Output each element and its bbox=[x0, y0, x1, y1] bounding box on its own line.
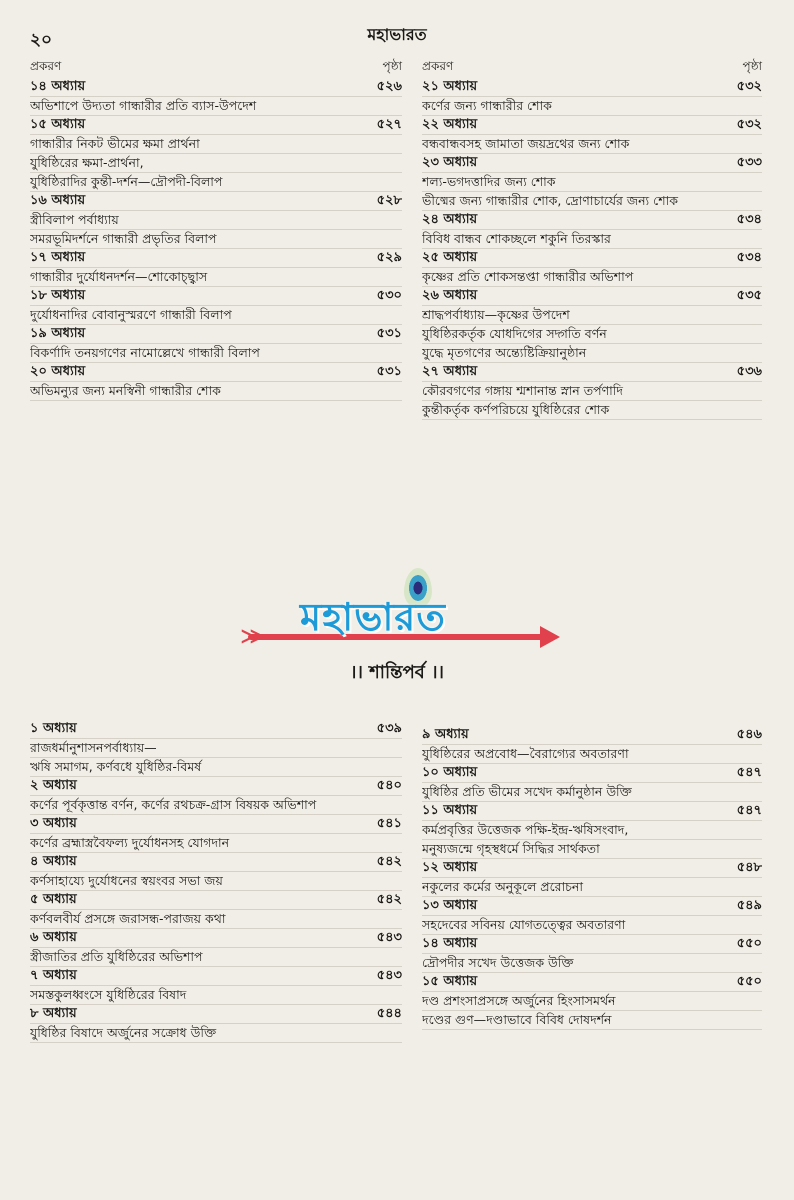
chapter-label: ১৭ অধ্যায় bbox=[30, 250, 86, 265]
chapter-row bbox=[422, 116, 762, 135]
chapter-label: ২ অধ্যায় bbox=[30, 778, 77, 793]
chapter-row bbox=[30, 78, 402, 97]
toc-top-right bbox=[422, 54, 762, 420]
chapter-label: ২৭ অধ্যায় bbox=[422, 364, 478, 379]
chapter-description: বিবিধ বান্ধব শোকচ্ছলে শকুনি তিরস্কার bbox=[422, 230, 762, 249]
chapter-description: সমস্তকুলধ্বংসে যুধিষ্ঠিরের বিষাদ bbox=[30, 986, 402, 1005]
chapter-label: ১৪ অধ্যায় bbox=[422, 936, 478, 951]
chapter-description: বিকর্ণাদি তনয়গণের নামোল্লেখে গান্ধারী বিলাপ bbox=[30, 344, 402, 363]
toc-entry bbox=[422, 764, 762, 802]
toc-entry bbox=[422, 249, 762, 287]
toc-bottom-left bbox=[30, 720, 402, 1043]
chapter-row bbox=[30, 815, 402, 834]
chapter-description: কুন্তীকর্তৃক কর্ণপরিচয়ে যুধিষ্ঠিরের শোক bbox=[422, 401, 762, 420]
chapter-description: কর্ণের পূর্বকৃত্তান্ত বর্ণন, কর্ণের রথচক্র-গ্রাস বিষয়ক অভিশাপ bbox=[30, 796, 402, 815]
chapter-description: কর্ণের জন্য গান্ধারীর শোক bbox=[422, 97, 762, 116]
chapter-description: কৌরবগণের গঙ্গায় শ্মশানান্ত স্নান তর্পণাদি bbox=[422, 382, 762, 401]
chapter-description: দ্রৌপদীর সখেদ উত্তেজক উক্তি bbox=[422, 954, 762, 973]
page-ref: ৫৩৫ bbox=[736, 288, 762, 303]
page-ref: ৫৪৯ bbox=[736, 898, 762, 913]
column-header bbox=[422, 54, 762, 78]
chapter-label: ২১ অধ্যায় bbox=[422, 79, 478, 94]
chapter-label: ১৮ অধ্যায় bbox=[30, 288, 86, 303]
chapter-description: যুধিষ্ঠিরের অপ্রবোধ—বৈরাগ্যের অবতারণা bbox=[422, 745, 762, 764]
page-ref: ৫৩২ bbox=[736, 117, 762, 132]
chapter-row bbox=[30, 853, 402, 872]
chapter-row bbox=[30, 929, 402, 948]
chapter-description: ঋষি সমাগম, কর্ণবধে যুধিষ্ঠির-বিমর্ষ bbox=[30, 758, 402, 777]
chapter-label: ১০ অধ্যায় bbox=[422, 765, 478, 780]
page-ref: ৫৪১ bbox=[376, 816, 402, 831]
chapter-row bbox=[30, 967, 402, 986]
chapter-description: অভিশাপে উদ্যতা গান্ধারীর প্রতি ব্যাস-উপদেশ bbox=[30, 97, 402, 116]
toc-entry bbox=[422, 802, 762, 859]
toc-bottom-right bbox=[422, 720, 762, 1030]
toc-entry bbox=[422, 154, 762, 211]
page-ref: ৫৪২ bbox=[376, 892, 402, 907]
chapter-description: যুদ্ধে মৃতগণের অন্ত্যেষ্টিক্রিয়ানুষ্ঠান bbox=[422, 344, 762, 363]
chapter-description: স্ত্রীবিলাপ পর্বাধ্যায় bbox=[30, 211, 402, 230]
page-number: ২০ bbox=[30, 30, 53, 50]
chapter-row bbox=[422, 287, 762, 306]
chapter-row bbox=[422, 973, 762, 992]
section-heading: প্রকরণ bbox=[422, 59, 454, 73]
toc-entry bbox=[30, 363, 402, 401]
chapter-label: ১৩ অধ্যায় bbox=[422, 898, 478, 913]
chapter-label: ১২ অধ্যায় bbox=[422, 860, 478, 875]
chapter-description: কর্ণসাহায্যে দুর্যোধনের স্বয়ংবর সভা জয় bbox=[30, 872, 402, 891]
chapter-description: দণ্ডের গুণ—দণ্ডাভাবে বিবিধ দোষদর্শন bbox=[422, 1011, 762, 1030]
toc-entry bbox=[30, 325, 402, 363]
chapter-description: শ্রাদ্ধপর্বাধ্যায়—কৃষ্ণের উপদেশ bbox=[422, 306, 762, 325]
arrowhead-icon bbox=[540, 626, 560, 648]
chapter-description: যুধিষ্ঠির বিষাদে অর্জুনের সক্রোধ উক্তি bbox=[30, 1024, 402, 1043]
page-ref: ৫২৬ bbox=[376, 79, 402, 94]
toc-entry bbox=[30, 815, 402, 853]
toc-entry bbox=[30, 287, 402, 325]
chapter-row bbox=[30, 363, 402, 382]
chapter-row bbox=[422, 78, 762, 97]
page-ref: ৫৪৮ bbox=[736, 860, 762, 875]
page-ref: ৫৪০ bbox=[376, 778, 402, 793]
toc-entry bbox=[30, 777, 402, 815]
chapter-label: ৫ অধ্যায় bbox=[30, 892, 77, 907]
chapter-description: শল্য-ভগদত্তাদির জন্য শোক bbox=[422, 173, 762, 192]
chapter-label: ৪ অধ্যায় bbox=[30, 854, 77, 869]
chapter-description: বন্ধবান্ধবসহ জামাতা জয়দ্রথের জন্য শোক bbox=[422, 135, 762, 154]
chapter-label: ২৬ অধ্যায় bbox=[422, 288, 478, 303]
page-ref: ৫৪৩ bbox=[376, 968, 402, 983]
toc-entry bbox=[422, 78, 762, 116]
chapter-label: ২৩ অধ্যায় bbox=[422, 155, 478, 170]
book-title: মহাভারত bbox=[367, 25, 427, 44]
toc-entry bbox=[422, 211, 762, 249]
page-ref: ৫৩৪ bbox=[736, 250, 762, 265]
chapter-row bbox=[422, 154, 762, 173]
chapter-label: ৮ অধ্যায় bbox=[30, 1006, 77, 1021]
chapter-label: ১৫ অধ্যায় bbox=[422, 974, 478, 989]
page-ref: ৫৩৯ bbox=[376, 721, 402, 736]
mahabharat-logo: মহাভারত bbox=[300, 595, 446, 639]
chapter-description: গান্ধারীর দুর্যোধনদর্শন—শোকোচ্ছ্বাস bbox=[30, 268, 402, 287]
chapter-row bbox=[30, 1005, 402, 1024]
chapter-label: ২০ অধ্যায় bbox=[30, 364, 86, 379]
chapter-row bbox=[30, 249, 402, 268]
arrow-fletching-icon: ≫ bbox=[240, 622, 266, 650]
toc-entry bbox=[422, 973, 762, 1030]
chapter-description: কৃষ্ণের প্রতি শোকসন্তপ্তা গান্ধারীর অভিশাপ bbox=[422, 268, 762, 287]
page-ref: ৫৩৩ bbox=[736, 155, 762, 170]
section-heading: প্রকরণ bbox=[30, 59, 62, 73]
page-ref: ৫৪২ bbox=[376, 854, 402, 869]
toc-entry bbox=[30, 929, 402, 967]
page-ref: ৫৩০ bbox=[376, 288, 402, 303]
page-ref: ৫৪৩ bbox=[376, 930, 402, 945]
chapter-label: ৩ অধ্যায় bbox=[30, 816, 77, 831]
toc-entry bbox=[422, 897, 762, 935]
chapter-row bbox=[30, 116, 402, 135]
chapter-row bbox=[422, 859, 762, 878]
page-ref: ৫২৭ bbox=[376, 117, 402, 132]
page-ref: ৫৫০ bbox=[736, 936, 762, 951]
page-ref: ৫২৮ bbox=[376, 193, 402, 208]
chapter-description: যুধিষ্ঠিরকর্তৃক যোধদিগের সদ্গতি বর্ণন bbox=[422, 325, 762, 344]
chapter-row bbox=[30, 720, 402, 739]
chapter-label: ১৬ অধ্যায় bbox=[30, 193, 86, 208]
chapter-row bbox=[422, 802, 762, 821]
chapter-label: ৭ অধ্যায় bbox=[30, 968, 77, 983]
chapter-description: ভীষ্মের জন্য গান্ধারীর শোক, দ্রোণাচার্যের জন্য শোক bbox=[422, 192, 762, 211]
page-ref: ৫৪৪ bbox=[376, 1006, 402, 1021]
page-ref: ৫৩২ bbox=[736, 79, 762, 94]
chapter-description: যুধিষ্ঠির প্রতি ভীমের সখেদ কর্মানুষ্ঠান উক্তি bbox=[422, 783, 762, 802]
chapter-row bbox=[30, 777, 402, 796]
toc-entry bbox=[30, 78, 402, 116]
page-ref: ৫৫০ bbox=[736, 974, 762, 989]
toc-entry bbox=[30, 853, 402, 891]
chapter-row bbox=[30, 287, 402, 306]
chapter-label: ৬ অধ্যায় bbox=[30, 930, 77, 945]
chapter-description: কর্ণের ব্রহ্মাস্ত্রবৈফল্য দুর্যোধনসহ যোগদান bbox=[30, 834, 402, 853]
chapter-description: স্ত্রীজাতির প্রতি যুধিষ্ঠিরের অভিশাপ bbox=[30, 948, 402, 967]
toc-entry bbox=[30, 1005, 402, 1043]
chapter-row bbox=[30, 192, 402, 211]
toc-entry bbox=[30, 891, 402, 929]
page-heading: পৃষ্ঠা bbox=[382, 59, 402, 73]
toc-entry bbox=[422, 116, 762, 154]
chapter-description: মনুষ্যজন্মে গৃহস্থধর্মে সিদ্ধির সার্থকতা bbox=[422, 840, 762, 859]
page-ref: ৫৩৬ bbox=[736, 364, 762, 379]
toc-entry bbox=[30, 192, 402, 249]
chapter-row bbox=[30, 891, 402, 910]
chapter-label: ২৪ অধ্যায় bbox=[422, 212, 478, 227]
chapter-description: কর্মপ্রবৃত্তির উত্তেজক পক্ষি-ইন্দ্র-ঋষিসংবাদ, bbox=[422, 821, 762, 840]
chapter-row bbox=[422, 897, 762, 916]
toc-entry bbox=[30, 720, 402, 777]
toc-top-left bbox=[30, 54, 402, 401]
toc-entry bbox=[30, 249, 402, 287]
chapter-label: ২৫ অধ্যায় bbox=[422, 250, 478, 265]
chapter-description: সমরভূমিদর্শনে গান্ধারী প্রভৃতির বিলাপ bbox=[30, 230, 402, 249]
page-ref: ৫৪৭ bbox=[736, 765, 762, 780]
chapter-description: যুধিষ্ঠিরের ক্ষমা-প্রার্থনা, bbox=[30, 154, 402, 173]
chapter-description: অভিমন্যুর জন্য মনস্বিনী গান্ধারীর শোক bbox=[30, 382, 402, 401]
chapter-description: দণ্ড প্রশংসাপ্রসঙ্গে অর্জুনের হিংসাসমর্থন bbox=[422, 992, 762, 1011]
page-ref: ৫৩১ bbox=[376, 326, 402, 341]
chapter-description: যুধিষ্ঠিরাদির কুন্তী-দর্শন—দ্রৌপদী-বিলাপ bbox=[30, 173, 402, 192]
toc-entry bbox=[422, 935, 762, 973]
page-ref: ৫৩১ bbox=[376, 364, 402, 379]
chapter-description: সহদেবের সবিনয় যোগতত্ত্বের অবতারণা bbox=[422, 916, 762, 935]
page-heading: পৃষ্ঠা bbox=[742, 59, 762, 73]
chapter-description: গান্ধারীর নিকট ভীমের ক্ষমা প্রার্থনা bbox=[30, 135, 402, 154]
chapter-label: ১৯ অধ্যায় bbox=[30, 326, 86, 341]
page-ref: ৫২৯ bbox=[376, 250, 402, 265]
toc-entry bbox=[422, 287, 762, 363]
chapter-label: ১ অধ্যায় bbox=[30, 721, 77, 736]
toc-entry bbox=[422, 726, 762, 764]
chapter-row bbox=[422, 726, 762, 745]
chapter-description: নকুলের কর্মের অনুকূলে প্ররোচনা bbox=[422, 878, 762, 897]
section-title: ।। শান্তিপর্ব ।। bbox=[350, 662, 444, 683]
page-ref: ৫৪৬ bbox=[736, 727, 762, 742]
toc-entry bbox=[30, 967, 402, 1005]
chapter-row bbox=[30, 325, 402, 344]
chapter-description: দুর্যোধনাদির বোবানুস্মরণে গান্ধারী বিলাপ bbox=[30, 306, 402, 325]
chapter-row bbox=[422, 935, 762, 954]
page-ref: ৫৪৭ bbox=[736, 803, 762, 818]
chapter-row bbox=[422, 764, 762, 783]
chapter-description: রাজধর্মানুশাসনপর্বাধ্যায়— bbox=[30, 739, 402, 758]
chapter-row bbox=[422, 211, 762, 230]
column-header bbox=[30, 54, 402, 78]
chapter-label: ২২ অধ্যায় bbox=[422, 117, 478, 132]
chapter-row bbox=[422, 249, 762, 268]
toc-entry bbox=[422, 859, 762, 897]
toc-entry bbox=[30, 116, 402, 192]
toc-entry bbox=[422, 363, 762, 420]
chapter-description: কর্ণবলবীর্য প্রসঙ্গে জরাসন্ধ-পরাজয় কথা bbox=[30, 910, 402, 929]
chapter-row bbox=[422, 363, 762, 382]
section-banner bbox=[0, 560, 794, 700]
chapter-label: ৯ অধ্যায় bbox=[422, 727, 469, 742]
page-ref: ৫৩৪ bbox=[736, 212, 762, 227]
chapter-label: ১১ অধ্যায় bbox=[422, 803, 478, 818]
chapter-label: ১৪ অধ্যায় bbox=[30, 79, 86, 94]
chapter-label: ১৫ অধ্যায় bbox=[30, 117, 86, 132]
